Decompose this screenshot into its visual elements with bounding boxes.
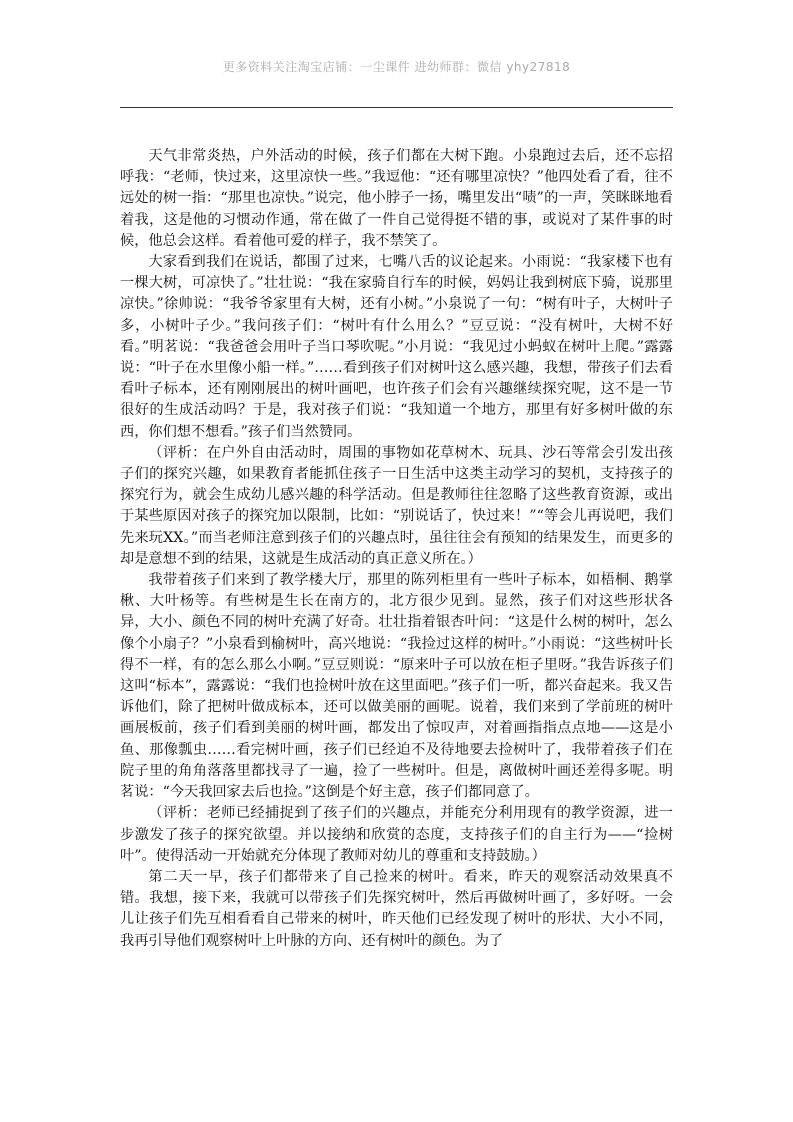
paragraph: 天气非常炎热，户外活动的时候，孩子们都在大树下跑。小泉跑过去后，还不忘招呼我：“老师，快过来，这里凉快一些。”我逗他：“还有哪里凉快？”他四处看了看，往不远处的树一指：“那里也凉快。”说完，他小脖子一扬，嘴里发出“啧”的一声，笑眯眯地看着我，这是他的习惯动作通，常在做了一件自己觉得挺不错的事，或说对了某件事的时候，他总会这样。看着他可爱的样子，我不禁笑了。 <box>120 148 673 249</box>
paragraph: （评析：在户外自由活动时，周围的事物如花草树木、玩具、沙石等常会引发出孩子们的探究兴趣，如果教育者能抓住孩子一日生活中这类主动学习的契机，支持孩子的探究行为，就会生成幼儿感兴趣的科学活动。但是教师往往忽略了这些教育资源，或出于某些原因对孩子的探究加以限制，比如：“别说话了，快过来！”“等会儿再说吧，我们先来玩XX。”而当老师注意到孩子们的兴趣点时，虽往往会有预知的结果发生，而更多的却是意想不到的结果，这就是生成活动的真正意义所在。） <box>120 444 673 567</box>
page-header: 更多资料关注淘宝店铺：一尘课件 进幼师群：微信 yhy27818 <box>222 60 571 74</box>
paragraph: 我带着孩子们来到了教学楼大厅，那里的陈列柜里有一些叶子标本，如梧桐、鹅掌楸、大叶杨等。有些树是生长在南方的，北方很少见到。显然，孩子们对这些形状各异，大小、颜色不同的树叶充满了好奇。壮壮指着银杏叶问：“这是什么树的树叶，怎么像个小扇子？”小泉看到榆树叶，高兴地说：“我捡过这样的树叶。”小雨说：“这些树叶长得不一样，有的怎么那么小啊。”豆豆则说：“原来叶子可以放在柜子里呀。”我告诉孩子们这叫“标本”，露露说：“我们也捡树叶放在这里面吧。”孩子们一听，都兴奋起来。我又告诉他们，除了把树叶做成标本，还可以做美丽的画呢。说着，我们来到了学前班的树叶画展板前，孩子们看到美丽的树叶画，都发出了惊叹声，对着画指指点点地——这是小鱼、那像瓢虫……看完树叶画，孩子们已经迫不及待地要去捡树叶了，我带着孩子们在院子里的角角落落里都找寻了一遍，捡了一些树叶。但是，离做树叶画还差得多呢。明茗说：“今天我回家去后也捡。”这倒是个好主意，孩子们都同意了。 <box>120 572 673 801</box>
paragraph: 大家看到我们在说话，都围了过来，七嘴八舌的议论起来。小雨说：“我家楼下也有一棵大树，可凉快了。”壮壮说：“我在家骑自行车的时候，妈妈让我到树底下骑，说那里凉快。”徐帅说：“我爷爷家里有大树，还有小树。”小泉说了一句：“树有叶子，大树叶子多，小树叶子少。”我问孩子们：“树叶有什么用么？”豆豆说：“没有树叶，大树不好看。”明茗说：“我爸爸会用叶子当口琴吹呢。”小月说：“我见过小蚂蚁在树叶上爬。”露露说：“叶子在水里像小船一样。”……看到孩子们对树叶这么感兴趣，我想，带孩子们去看看叶子标本，还有刚刚展出的树叶画吧，也许孩子们会有兴趣继续探究呢，这不是一节很好的生成活动吗？于是，我对孩子们说：“我知道一个地方，那里有好多树叶做的东西，你们想不想看。”孩子们当然赞同。 <box>120 254 673 440</box>
document-body <box>120 146 673 952</box>
paragraph: 第二天一早，孩子们都带来了自己捡来的树叶。看来，昨天的观察活动效果真不错。我想，接下来，我就可以带孩子们先探究树叶，然后再做树叶画了，多好呀。一会儿让孩子们先互相看看自己带来的树叶，昨天他们已经发现了树叶的形状、大小不同，我再引导他们观察树叶上叶脉的方向、还有树叶的颜色。为了 <box>120 868 673 949</box>
paragraph: （评析：老师已经捕捉到了孩子们的兴趣点，并能充分利用现有的教学资源，进一步激发了孩子的探究欲望。并以接纳和欣赏的态度，支持孩子们的自主行为——“捡树叶”。使得活动一开始就充分体现了教师对幼儿的尊重和支持鼓励。） <box>120 805 673 864</box>
header-divider <box>120 107 673 108</box>
